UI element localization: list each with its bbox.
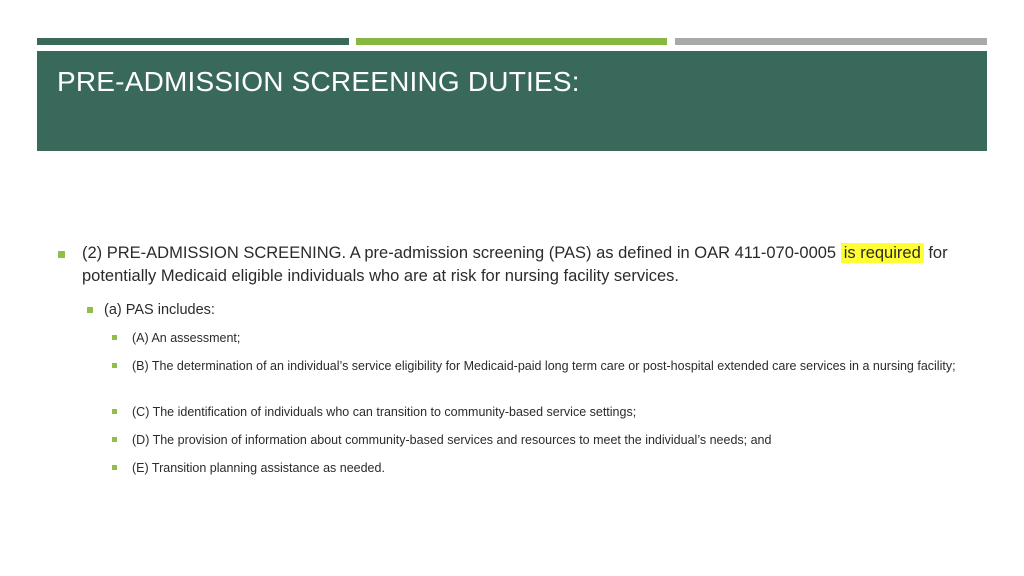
square-bullet-icon [112,409,117,414]
square-bullet-icon [112,437,117,442]
list-item [132,357,962,375]
sub-bullet-pas-includes [104,300,964,320]
main-text-start: (2) PRE-ADMISSION SCREENING. A pre-admission screening (PAS) as defined in OAR 411-070-0005 [82,244,841,262]
list-item [132,431,962,449]
list-item-text: (E) Transition planning assistance as needed. [132,461,385,475]
square-bullet-icon [112,335,117,340]
slide-title: PRE-ADMISSION SCREENING DUTIES: [57,66,580,97]
list-item [132,403,962,421]
square-bullet-icon [112,465,117,470]
list-item [132,459,962,477]
highlighted-text: is required [841,243,924,263]
square-bullet-icon [112,363,117,368]
list-item-text: (C) The identification of individuals who can transition to community-based service settings; [132,405,637,419]
square-bullet-icon [58,251,65,258]
list-item-text: (A) An assessment; [132,331,241,345]
main-text-end: for potentially Medicaid eligible individuals who are at risk for nursing facility services. [82,244,948,285]
list-item [132,329,962,347]
sub-bullet-label: (a) PAS includes: [104,302,215,318]
square-bullet-icon [87,307,93,313]
main-bullet-paragraph [82,242,982,288]
list-item-text: (B) The determination of an individual’s service eligibility for Medicaid-paid long term care or post-hospital extended care services in a nursing facility; [132,359,956,373]
list-item-text: (D) The provision of information about community-based services and resources to meet the individual’s needs; and [132,433,772,447]
